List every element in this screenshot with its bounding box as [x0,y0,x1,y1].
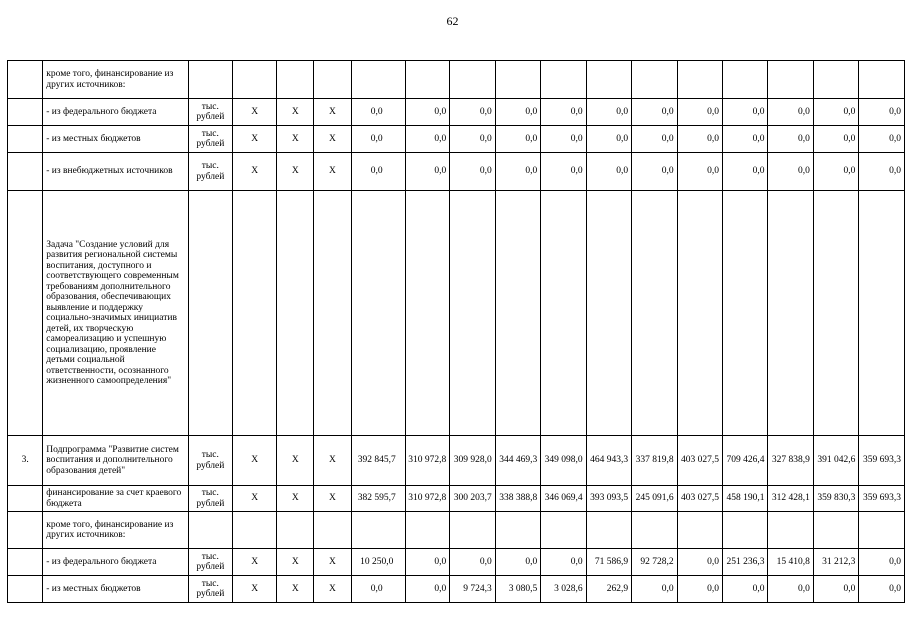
value-cell [768,191,813,436]
value-cell: 0,0 [813,99,858,126]
value-cell [541,191,586,436]
value-cell: 359 830,3 [813,486,858,512]
row-number-cell [8,126,43,153]
value-cell: 0,0 [586,99,631,126]
value-cell: 0,0 [405,549,449,576]
x-marker-cell [277,61,314,99]
value-cell [632,191,677,436]
value-cell [405,512,449,549]
value-cell [586,61,631,99]
row-name-cell: - из внебюджетных источников [43,153,188,191]
value-cell: 0,0 [351,126,405,153]
value-cell: 359 693,3 [859,436,905,486]
value-cell [351,61,405,99]
value-cell: 251 236,3 [723,549,768,576]
value-cell [450,191,495,436]
value-cell: 344 469,3 [495,436,540,486]
value-cell [632,61,677,99]
x-marker-cell [314,191,351,436]
row-name-cell: - из федерального бюджета [43,99,188,126]
x-marker-cell: X [314,99,351,126]
value-cell: 391 042,6 [813,436,858,486]
value-cell: 0,0 [541,153,586,191]
value-cell: 393 093,5 [586,486,631,512]
value-cell: 403 027,5 [677,436,722,486]
value-cell: 0,0 [586,126,631,153]
x-marker-cell: X [233,549,277,576]
unit-cell [188,61,233,99]
value-cell [351,191,405,436]
value-cell: 0,0 [632,576,677,603]
value-cell: 0,0 [450,153,495,191]
unit-cell: тыс. рублей [188,153,233,191]
unit-cell [188,191,233,436]
value-cell [541,61,586,99]
row-name-cell: кроме того, финансирование из других источников: [43,61,188,99]
value-cell: 92 728,2 [632,549,677,576]
table-row [8,436,905,486]
value-cell [405,191,449,436]
value-cell: 0,0 [768,576,813,603]
row-number-cell [8,576,43,603]
x-marker-cell: X [233,576,277,603]
value-cell: 0,0 [859,576,905,603]
x-marker-cell [233,512,277,549]
value-cell [632,512,677,549]
value-cell: 0,0 [632,99,677,126]
value-cell: 0,0 [768,99,813,126]
value-cell: 0,0 [677,549,722,576]
unit-cell: тыс. рублей [188,436,233,486]
budget-table [7,60,905,603]
value-cell: 0,0 [450,549,495,576]
row-number-cell: 3. [8,436,43,486]
x-marker-cell: X [277,576,314,603]
x-marker-cell: X [314,153,351,191]
x-marker-cell: X [233,126,277,153]
value-cell: 0,0 [541,549,586,576]
table-row [8,512,905,549]
row-name-cell: - из местных бюджетов [43,576,188,603]
row-name-cell: кроме того, финансирование из других источников: [43,512,188,549]
value-cell: 346 069,4 [541,486,586,512]
value-cell [723,512,768,549]
value-cell: 262,9 [586,576,631,603]
value-cell: 0,0 [632,153,677,191]
value-cell: 10 250,0 [351,549,405,576]
value-cell [723,191,768,436]
value-cell: 0,0 [495,549,540,576]
row-number-cell [8,61,43,99]
value-cell: 0,0 [351,576,405,603]
value-cell: 0,0 [586,153,631,191]
value-cell: 0,0 [859,99,905,126]
row-name-cell: финансирование за счет краевого бюджета [43,486,188,512]
value-cell: 71 586,9 [586,549,631,576]
value-cell [495,512,540,549]
value-cell: 0,0 [813,126,858,153]
row-name-cell: Подпрограмма "Развитие систем воспитания и дополнительного образования детей" [43,436,188,486]
value-cell: 312 428,1 [768,486,813,512]
value-cell: 382 595,7 [351,486,405,512]
value-cell: 300 203,7 [450,486,495,512]
value-cell: 0,0 [859,153,905,191]
value-cell [859,61,905,99]
value-cell: 0,0 [723,126,768,153]
value-cell [586,191,631,436]
value-cell: 464 943,3 [586,436,631,486]
x-marker-cell [233,61,277,99]
value-cell: 0,0 [351,153,405,191]
value-cell: 0,0 [351,99,405,126]
value-cell [813,512,858,549]
row-name-cell: Задача "Создание условий для развития региональной системы воспитания, доступного и соответствующего современным требованиям дополнительного образования, обеспечивающих выявление и поддержку социально-значимых инициатив детей, их творческую самореализацию и успешную социализацию, проявление детьми социальной ответственности, осознанного жизненного самоопределения" [43,191,188,436]
x-marker-cell: X [314,486,351,512]
table-body [8,61,905,603]
value-cell: 0,0 [768,153,813,191]
value-cell: 0,0 [495,99,540,126]
row-name-cell: - из федерального бюджета [43,549,188,576]
x-marker-cell: X [314,549,351,576]
value-cell [405,61,449,99]
value-cell: 310 972,8 [405,486,449,512]
value-cell [677,191,722,436]
value-cell: 0,0 [768,126,813,153]
row-number-cell [8,191,43,436]
value-cell [495,61,540,99]
value-cell: 0,0 [450,126,495,153]
table-row [8,549,905,576]
value-cell [495,191,540,436]
value-cell: 0,0 [495,126,540,153]
value-cell: 0,0 [723,576,768,603]
value-cell: 0,0 [677,576,722,603]
x-marker-cell: X [277,549,314,576]
value-cell [768,61,813,99]
value-cell: 0,0 [541,126,586,153]
value-cell: 0,0 [723,99,768,126]
value-cell [859,191,905,436]
value-cell: 0,0 [632,126,677,153]
x-marker-cell: X [277,153,314,191]
table-row [8,61,905,99]
value-cell [541,512,586,549]
value-cell: 458 190,1 [723,486,768,512]
value-cell: 309 928,0 [450,436,495,486]
value-cell [351,512,405,549]
value-cell: 0,0 [859,549,905,576]
table-row [8,126,905,153]
value-cell: 0,0 [541,99,586,126]
value-cell [586,512,631,549]
row-number-cell [8,512,43,549]
x-marker-cell [314,512,351,549]
x-marker-cell [277,191,314,436]
unit-cell: тыс. рублей [188,99,233,126]
value-cell: 0,0 [813,576,858,603]
x-marker-cell: X [277,99,314,126]
unit-cell: тыс. рублей [188,486,233,512]
value-cell: 0,0 [405,576,449,603]
table-row [8,576,905,603]
value-cell: 338 388,8 [495,486,540,512]
value-cell: 3 080,5 [495,576,540,603]
value-cell [813,191,858,436]
x-marker-cell: X [277,126,314,153]
table-row [8,191,905,436]
value-cell [859,512,905,549]
value-cell: 0,0 [723,153,768,191]
value-cell: 359 693,3 [859,486,905,512]
value-cell: 0,0 [677,99,722,126]
value-cell: 0,0 [813,153,858,191]
row-number-cell [8,153,43,191]
x-marker-cell [277,512,314,549]
value-cell: 0,0 [450,99,495,126]
value-cell: 15 410,8 [768,549,813,576]
row-number-cell [8,99,43,126]
table-row [8,153,905,191]
value-cell: 709 426,4 [723,436,768,486]
value-cell: 327 838,9 [768,436,813,486]
value-cell: 9 724,3 [450,576,495,603]
value-cell: 0,0 [405,126,449,153]
value-cell: 310 972,8 [405,436,449,486]
x-marker-cell: X [233,153,277,191]
x-marker-cell: X [233,99,277,126]
value-cell: 245 091,6 [632,486,677,512]
value-cell: 0,0 [405,153,449,191]
x-marker-cell: X [233,436,277,486]
x-marker-cell: X [277,436,314,486]
row-name-cell: - из местных бюджетов [43,126,188,153]
row-number-cell [8,549,43,576]
x-marker-cell [314,61,351,99]
row-number-cell [8,486,43,512]
x-marker-cell: X [233,486,277,512]
value-cell [768,512,813,549]
value-cell: 349 098,0 [541,436,586,486]
unit-cell [188,512,233,549]
x-marker-cell: X [314,576,351,603]
value-cell [813,61,858,99]
value-cell: 0,0 [677,153,722,191]
table-row [8,486,905,512]
x-marker-cell: X [314,436,351,486]
x-marker-cell: X [314,126,351,153]
value-cell [450,512,495,549]
value-cell [677,512,722,549]
value-cell: 0,0 [859,126,905,153]
unit-cell: тыс. рублей [188,126,233,153]
value-cell: 0,0 [405,99,449,126]
value-cell [450,61,495,99]
x-marker-cell [233,191,277,436]
x-marker-cell: X [277,486,314,512]
unit-cell: тыс. рублей [188,576,233,603]
value-cell: 392 845,7 [351,436,405,486]
value-cell [677,61,722,99]
table-row [8,99,905,126]
value-cell: 3 028,6 [541,576,586,603]
value-cell: 0,0 [495,153,540,191]
value-cell: 337 819,8 [632,436,677,486]
value-cell [723,61,768,99]
value-cell: 403 027,5 [677,486,722,512]
page-number: 62 [446,14,459,28]
value-cell: 31 212,3 [813,549,858,576]
value-cell: 0,0 [677,126,722,153]
unit-cell: тыс. рублей [188,549,233,576]
